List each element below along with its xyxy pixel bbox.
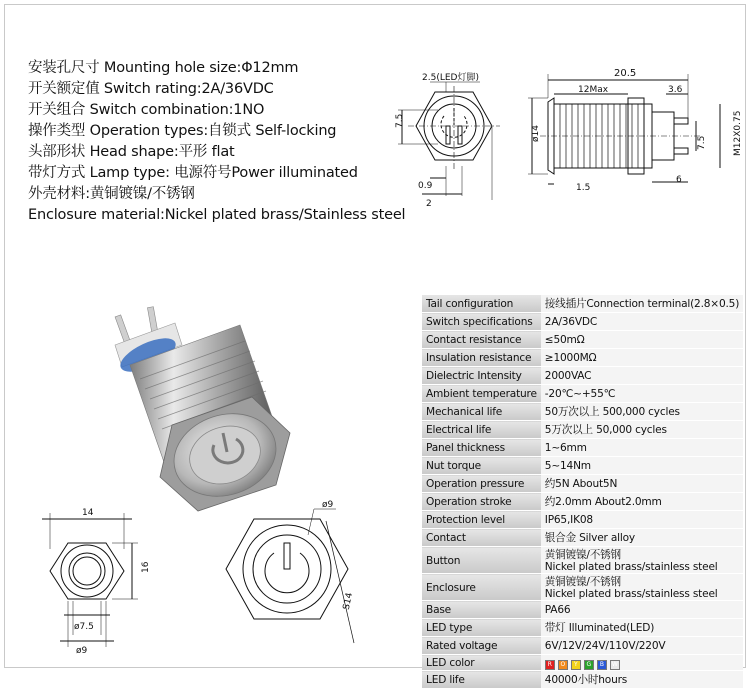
spec-line: 开关额定值 Switch rating:2A/36VDC [28,81,274,97]
spec-key: Insulation resistance [422,349,541,367]
spec-key: Ambient temperature [422,385,541,403]
spec-value: 1~6mm [541,439,743,457]
spec-key: Tail configuration [422,295,541,313]
spec-key: LED type [422,619,541,637]
table-row [422,655,743,671]
spec-line: 操作类型 Operation types:自锁式 Self-locking [28,123,337,139]
spec-summary [28,58,405,226]
front-pin-gap-label: 2 [426,199,432,209]
spec-key: Electrical life [422,421,541,439]
spec-value: ≤50mΩ [541,331,743,349]
led-color-swatches [541,655,743,671]
table-row [422,457,743,475]
top-across-corners-label: S14 [341,591,356,611]
side-thread-length-label: 12Max [578,85,609,95]
table-row [422,547,743,574]
bottom-inner-dia-label: ø7.5 [74,622,94,632]
table-row [422,637,743,655]
spec-value: 2000VAC [541,367,743,385]
spec-value: PA66 [541,601,743,619]
spec-value-line: Nickel plated brass/stainless steel [544,560,718,573]
table-row [422,574,743,601]
spec-key: Nut torque [422,457,541,475]
spec-value: 带灯 Illuminated(LED) [541,619,743,637]
spec-key: LED color [422,655,541,671]
spec-value-line: Nickel plated brass/stainless steel [544,587,718,600]
product-photo [90,305,310,515]
top-ring-dia-label: ø9 [322,500,334,510]
spec-line: Enclosure material:Nickel plated brass/Stainless steel [28,207,406,223]
spec-value-line: 黄铜镀镍/不锈钢 [544,575,621,588]
spec-key: Operation pressure [422,475,541,493]
top-view-drawing [218,495,368,655]
spec-key: Contact [422,529,541,547]
table-row [422,439,743,457]
table-row [422,349,743,367]
spec-value: 银合金 Silver alloy [541,529,743,547]
front-view-drawing [388,70,516,212]
side-terminal-length-label: 3.6 [668,85,683,95]
spec-value: 40000小时hours [541,671,743,689]
front-pin-offset-label: 0.9 [418,181,433,191]
table-row [422,671,743,689]
spec-line: 安装孔尺寸 Mounting hole size:Φ12mm [28,60,299,76]
led-color-swatch: R [545,660,555,670]
spec-key: Button [422,547,541,574]
spec-value-line: 黄铜镀镍/不锈钢 [544,548,621,561]
spec-key: LED life [422,671,541,689]
table-row [422,295,743,313]
front-height-label: 7.5 [395,113,405,128]
spec-value: -20℃~+55℃ [541,385,743,403]
spec-key: Switch specifications [422,313,541,331]
table-row [422,601,743,619]
spec-line: 外壳材料:黄铜镀镍/不锈钢 [28,186,195,202]
spec-value: ≥1000MΩ [541,349,743,367]
spec-line: 头部形状 Head shape:平形 flat [28,144,235,160]
spec-line: 带灯方式 Lamp type: 电源符号Power illuminated [28,165,358,181]
table-row [422,367,743,385]
led-color-swatch: W [610,660,620,670]
bottom-view-drawing [32,505,152,655]
spec-value [541,547,743,574]
spec-key: Protection level [422,511,541,529]
led-color-swatch: B [597,660,607,670]
spec-value: 接线插片Connection terminal(2.8×0.5) [541,295,743,313]
side-overall-length-label: 20.5 [614,68,637,79]
table-row [422,529,743,547]
spec-value: 约5N About5N [541,475,743,493]
led-color-swatch: G [584,660,594,670]
table-row [422,493,743,511]
side-terminal-depth-label: 6 [676,175,682,185]
spec-value: 50万次以上 500,000 cycles [541,403,743,421]
table-row [422,619,743,637]
spec-value: 6V/12V/24V/110V/220V [541,637,743,655]
spec-key: Mechanical life [422,403,541,421]
spec-value [541,574,743,601]
table-row [422,511,743,529]
spec-key: Dielectric Intensity [422,367,541,385]
spec-value: IP65,IK08 [541,511,743,529]
side-thread-label: M12X0.75 [733,110,743,156]
side-bezel-label: 1.5 [576,183,591,193]
bottom-outer-dia-label: ø9 [76,646,88,656]
table-row [422,331,743,349]
table-row [422,313,743,331]
table-row [422,385,743,403]
spec-line: 开关组合 Switch combination:1NO [28,102,265,118]
led-color-swatch: O [558,660,568,670]
table-row [422,475,743,493]
spec-value: 2A/36VDC [541,313,743,331]
side-view-drawing [520,62,743,202]
side-diameter-label: ø14 [531,125,541,142]
side-terminal-pitch-label: 7.5 [697,135,707,150]
spec-key: Contact resistance [422,331,541,349]
bottom-width-label: 14 [82,508,94,518]
spec-value: 5~14Nm [541,457,743,475]
spec-key: Operation stroke [422,493,541,511]
table-row [422,403,743,421]
spec-key: Base [422,601,541,619]
spec-key: Rated voltage [422,637,541,655]
table-row [422,421,743,439]
spec-value: 5万次以上 50,000 cycles [541,421,743,439]
led-color-swatch: Y [571,660,581,670]
spec-value: 约2.0mm About2.0mm [541,493,743,511]
bottom-height-label: 16 [141,561,151,573]
spec-key: Enclosure [422,574,541,601]
spec-key: Panel thickness [422,439,541,457]
spec-table [422,295,743,689]
front-led-pin-label: 2.5(LED灯脚) [422,73,479,83]
